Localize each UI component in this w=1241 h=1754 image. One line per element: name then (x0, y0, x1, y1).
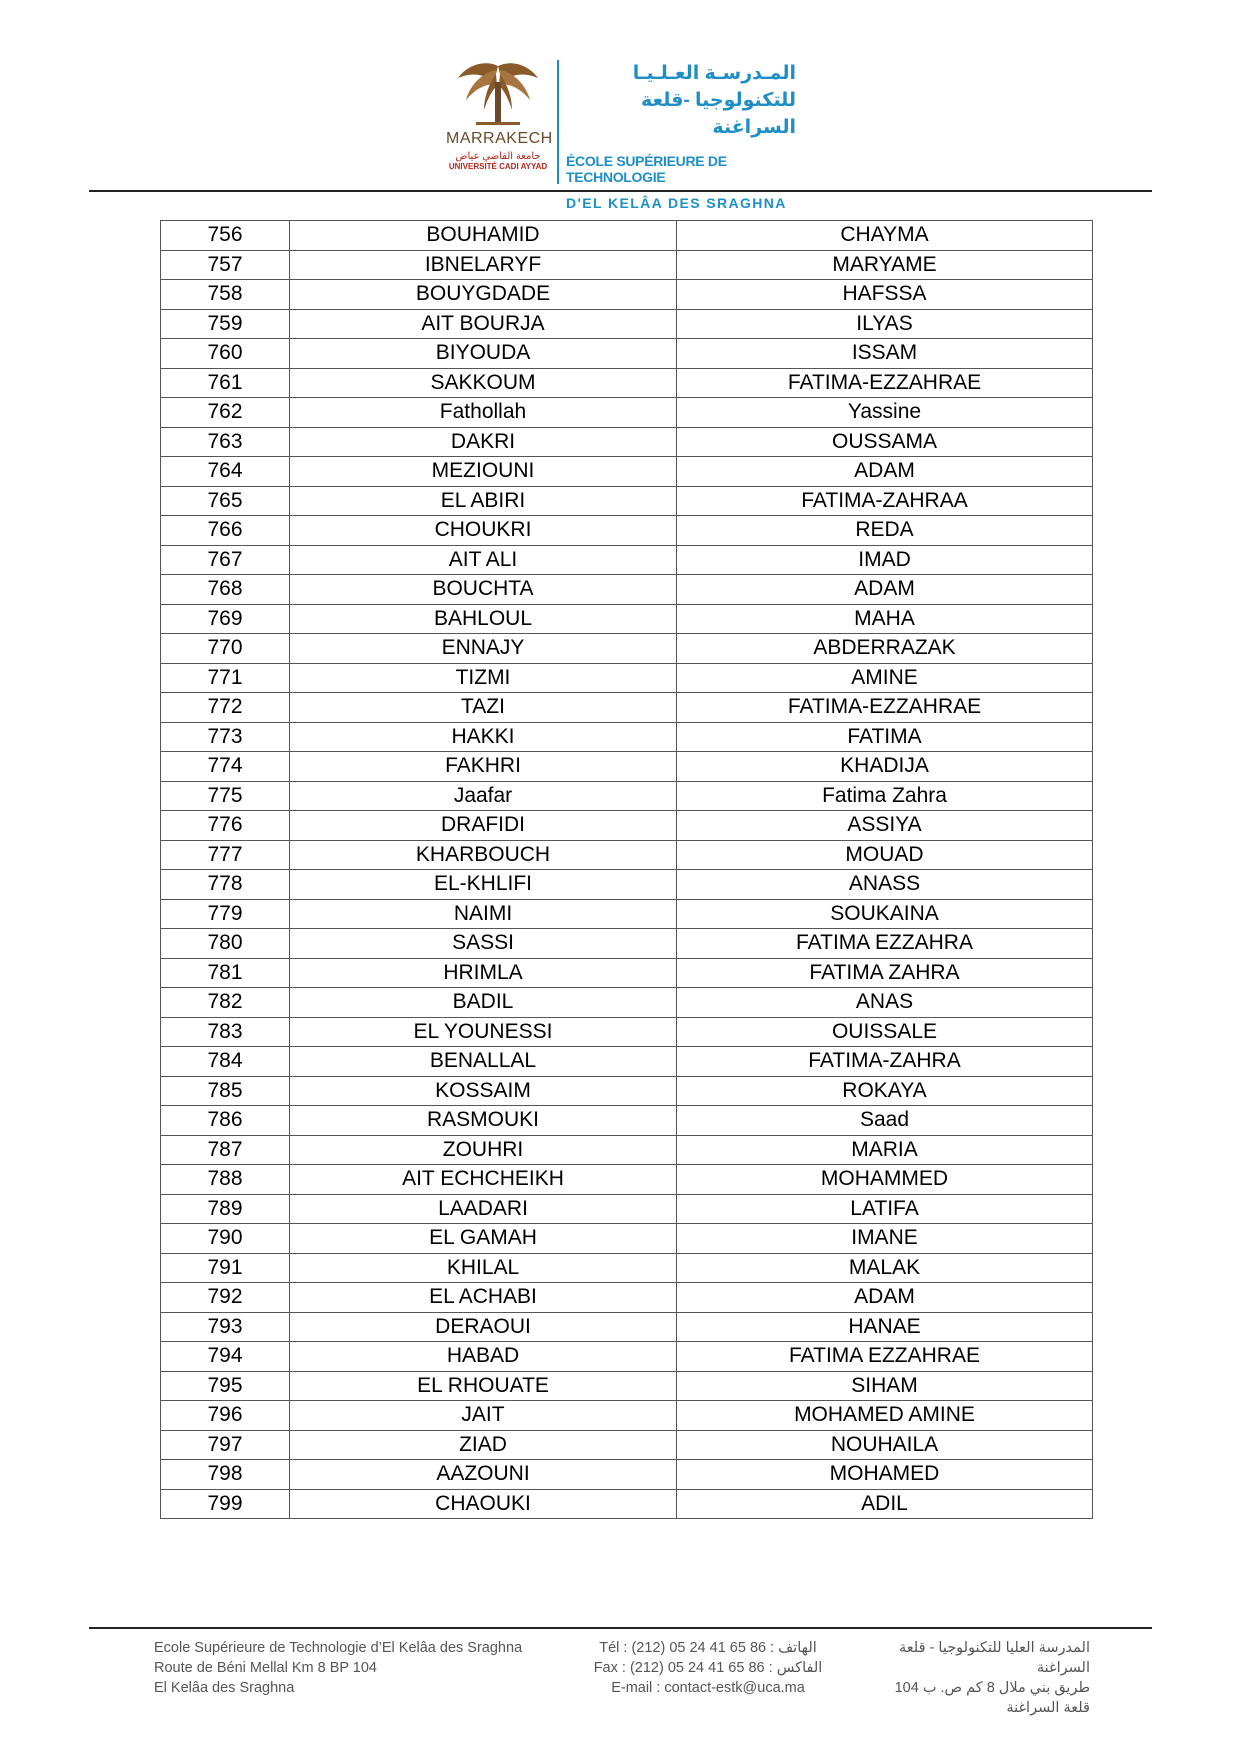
row-number: 756 (161, 221, 290, 251)
last-name: ZIAD (290, 1430, 677, 1460)
last-name: CHAOUKI (290, 1489, 677, 1519)
last-name: HAKKI (290, 722, 677, 752)
footer-line: طريق بني ملال 8 كم ص. ب 104 (894, 1680, 1090, 1696)
table-row (161, 250, 1093, 280)
first-name: FATIMA-EZZAHRAE (677, 368, 1093, 398)
footer-email: E-mail : contact-estk@uca.ma (611, 1680, 805, 1696)
table-row (161, 1489, 1093, 1519)
logo-university-fr: UNIVERSITÉ CADI AYYAD (448, 162, 548, 171)
row-number: 794 (161, 1342, 290, 1372)
last-name: IBNELARYF (290, 250, 677, 280)
last-name: KHARBOUCH (290, 840, 677, 870)
school-name (566, 60, 796, 211)
last-name: Fathollah (290, 398, 677, 428)
table-row (161, 486, 1093, 516)
school-name-fr-line2: D'EL KELÂA DES SRAGHNA (566, 195, 787, 211)
first-name: ANAS (677, 988, 1093, 1018)
row-number: 780 (161, 929, 290, 959)
table-row (161, 398, 1093, 428)
table-row (161, 722, 1093, 752)
first-name: OUISSALE (677, 1017, 1093, 1047)
first-name: Fatima Zahra (677, 781, 1093, 811)
last-name: BOUCHTA (290, 575, 677, 605)
row-number: 772 (161, 693, 290, 723)
row-number: 793 (161, 1312, 290, 1342)
first-name: MOHAMMED (677, 1165, 1093, 1195)
last-name: SASSI (290, 929, 677, 959)
table-row (161, 693, 1093, 723)
last-name: BAHLOUL (290, 604, 677, 634)
table-row (161, 1342, 1093, 1372)
last-name: KHILAL (290, 1253, 677, 1283)
row-number: 759 (161, 309, 290, 339)
table-row (161, 1430, 1093, 1460)
school-name-ar-line2: للتكنولوجيا -قلعة السراغنة (640, 90, 796, 138)
footer-address-ar (860, 1638, 1090, 1718)
table-row (161, 339, 1093, 369)
first-name: MARIA (677, 1135, 1093, 1165)
table-row (161, 1460, 1093, 1490)
row-number: 768 (161, 575, 290, 605)
table-row (161, 1371, 1093, 1401)
last-name: AIT ALI (290, 545, 677, 575)
first-name: ILYAS (677, 309, 1093, 339)
first-name: FATIMA-ZAHRA (677, 1047, 1093, 1077)
first-name: FATIMA-EZZAHRAE (677, 693, 1093, 723)
first-name: MAHA (677, 604, 1093, 634)
last-name: JAIT (290, 1401, 677, 1431)
row-number: 788 (161, 1165, 290, 1195)
table-row (161, 1283, 1093, 1313)
row-number: 795 (161, 1371, 290, 1401)
first-name: REDA (677, 516, 1093, 546)
table-row (161, 221, 1093, 251)
table-row (161, 811, 1093, 841)
first-name: ISSAM (677, 339, 1093, 369)
table-row (161, 1253, 1093, 1283)
last-name: DAKRI (290, 427, 677, 457)
row-number: 758 (161, 280, 290, 310)
first-name: OUSSAMA (677, 427, 1093, 457)
table-row (161, 1401, 1093, 1431)
last-name: EL RHOUATE (290, 1371, 677, 1401)
school-name-fr-line1: ÉCOLE SUPÉRIEURE DE TECHNOLOGIE (566, 153, 727, 185)
footer-phone: Tél : (212) 05 24 41 65 86 : الهاتف (599, 1640, 817, 1656)
first-name: MARYAME (677, 250, 1093, 280)
last-name: HRIMLA (290, 958, 677, 988)
first-name: HAFSSA (677, 280, 1093, 310)
university-logo (446, 58, 553, 184)
last-name: TAZI (290, 693, 677, 723)
row-number: 798 (161, 1460, 290, 1490)
first-name: FATIMA EZZAHRAE (677, 1342, 1093, 1372)
last-name: ZOUHRI (290, 1135, 677, 1165)
first-name: KHADIJA (677, 752, 1093, 782)
table-row (161, 1312, 1093, 1342)
table-row (161, 1135, 1093, 1165)
first-name: FATIMA ZAHRA (677, 958, 1093, 988)
last-name: RASMOUKI (290, 1106, 677, 1136)
last-name: BADIL (290, 988, 677, 1018)
row-number: 783 (161, 1017, 290, 1047)
row-number: 792 (161, 1283, 290, 1313)
table-row (161, 575, 1093, 605)
last-name: AIT ECHCHEIKH (290, 1165, 677, 1195)
first-name: ADAM (677, 1283, 1093, 1313)
table-row (161, 870, 1093, 900)
footer-rule (89, 1627, 1152, 1629)
row-number: 786 (161, 1106, 290, 1136)
first-name: SOUKAINA (677, 899, 1093, 929)
row-number: 761 (161, 368, 290, 398)
last-name: KOSSAIM (290, 1076, 677, 1106)
first-name: MALAK (677, 1253, 1093, 1283)
row-number: 782 (161, 988, 290, 1018)
table-row (161, 781, 1093, 811)
footer-line: المدرسة العليا للتكنولوجيا - قلعة السراغنة (899, 1640, 1090, 1676)
first-name: ADAM (677, 575, 1093, 605)
first-name: Yassine (677, 398, 1093, 428)
row-number: 766 (161, 516, 290, 546)
last-name: DERAOUI (290, 1312, 677, 1342)
first-name: AMINE (677, 663, 1093, 693)
row-number: 779 (161, 899, 290, 929)
table-row (161, 280, 1093, 310)
footer-address-fr (154, 1638, 522, 1698)
logo-university-ar: جامعة القاضي عياض (455, 151, 541, 162)
last-name: EL ABIRI (290, 486, 677, 516)
table-row (161, 1017, 1093, 1047)
table-row (161, 634, 1093, 664)
footer-line: El Kelâa des Sraghna (154, 1680, 295, 1696)
row-number: 757 (161, 250, 290, 280)
first-name: Saad (677, 1106, 1093, 1136)
first-name: IMAD (677, 545, 1093, 575)
first-name: ASSIYA (677, 811, 1093, 841)
last-name: BOUYGDADE (290, 280, 677, 310)
table-row (161, 1076, 1093, 1106)
last-name: AAZOUNI (290, 1460, 677, 1490)
row-number: 769 (161, 604, 290, 634)
row-number: 785 (161, 1076, 290, 1106)
row-number: 775 (161, 781, 290, 811)
row-number: 797 (161, 1430, 290, 1460)
first-name: NOUHAILA (677, 1430, 1093, 1460)
last-name: MEZIOUNI (290, 457, 677, 487)
footer-line: Ecole Supérieure de Technologie d’El Kelâa des Sraghna (154, 1640, 523, 1656)
first-name: ANASS (677, 870, 1093, 900)
footer-line: Route de Béni Mellal Km 8 BP 104 (154, 1660, 378, 1676)
last-name: BIYOUDA (290, 339, 677, 369)
row-number: 777 (161, 840, 290, 870)
table-row (161, 457, 1093, 487)
last-name: TIZMI (290, 663, 677, 693)
first-name: ABDERRAZAK (677, 634, 1093, 664)
table-row (161, 309, 1093, 339)
last-name: CHOUKRI (290, 516, 677, 546)
row-number: 789 (161, 1194, 290, 1224)
table-row (161, 516, 1093, 546)
first-name: CHAYMA (677, 221, 1093, 251)
last-name: FAKHRI (290, 752, 677, 782)
table-row (161, 1047, 1093, 1077)
student-list-table (160, 220, 1093, 1519)
table-row (161, 929, 1093, 959)
last-name: Jaafar (290, 781, 677, 811)
row-number: 767 (161, 545, 290, 575)
table-row (161, 1106, 1093, 1136)
footer-line: قلعة السراغنة (1006, 1700, 1090, 1716)
table-row (161, 545, 1093, 575)
first-name: MOHAMED AMINE (677, 1401, 1093, 1431)
table-row (161, 663, 1093, 693)
first-name: MOHAMED (677, 1460, 1093, 1490)
palm-tree-logo-icon (450, 58, 546, 128)
first-name: LATIFA (677, 1194, 1093, 1224)
row-number: 773 (161, 722, 290, 752)
last-name: NAIMI (290, 899, 677, 929)
last-name: LAADARI (290, 1194, 677, 1224)
table-row (161, 899, 1093, 929)
last-name: BOUHAMID (290, 221, 677, 251)
row-number: 790 (161, 1224, 290, 1254)
row-number: 799 (161, 1489, 290, 1519)
header-divider (557, 60, 559, 184)
row-number: 796 (161, 1401, 290, 1431)
row-number: 787 (161, 1135, 290, 1165)
row-number: 765 (161, 486, 290, 516)
first-name: FATIMA EZZAHRA (677, 929, 1093, 959)
last-name: AIT BOURJA (290, 309, 677, 339)
row-number: 762 (161, 398, 290, 428)
page-header (0, 0, 1241, 211)
logo-city: MARRAKECH (446, 130, 553, 147)
last-name: ENNAJY (290, 634, 677, 664)
first-name: ADIL (677, 1489, 1093, 1519)
first-name: FATIMA (677, 722, 1093, 752)
table-row (161, 368, 1093, 398)
row-number: 771 (161, 663, 290, 693)
first-name: ROKAYA (677, 1076, 1093, 1106)
table-row (161, 1224, 1093, 1254)
table-row (161, 604, 1093, 634)
table-row (161, 427, 1093, 457)
row-number: 776 (161, 811, 290, 841)
table-row (161, 988, 1093, 1018)
last-name: DRAFIDI (290, 811, 677, 841)
row-number: 791 (161, 1253, 290, 1283)
last-name: EL GAMAH (290, 1224, 677, 1254)
first-name: ADAM (677, 457, 1093, 487)
table-row (161, 752, 1093, 782)
last-name: SAKKOUM (290, 368, 677, 398)
table-row (161, 840, 1093, 870)
first-name: MOUAD (677, 840, 1093, 870)
row-number: 764 (161, 457, 290, 487)
last-name: BENALLAL (290, 1047, 677, 1077)
first-name: SIHAM (677, 1371, 1093, 1401)
header-rule (89, 190, 1152, 192)
last-name: EL YOUNESSI (290, 1017, 677, 1047)
row-number: 770 (161, 634, 290, 664)
first-name: FATIMA-ZAHRAA (677, 486, 1093, 516)
row-number: 781 (161, 958, 290, 988)
first-name: IMANE (677, 1224, 1093, 1254)
first-name: HANAE (677, 1312, 1093, 1342)
row-number: 784 (161, 1047, 290, 1077)
row-number: 778 (161, 870, 290, 900)
table-row (161, 1194, 1093, 1224)
footer-fax: Fax : (212) 05 24 41 65 86 : الفاكس (593, 1660, 823, 1676)
school-name-ar-line1: المـدرسـة العـلـيـا (632, 63, 796, 84)
last-name: HABAD (290, 1342, 677, 1372)
row-number: 763 (161, 427, 290, 457)
table-body (161, 221, 1093, 1519)
row-number: 760 (161, 339, 290, 369)
table-row (161, 958, 1093, 988)
footer-contact (590, 1638, 826, 1698)
table-row (161, 1165, 1093, 1195)
row-number: 774 (161, 752, 290, 782)
last-name: EL ACHABI (290, 1283, 677, 1313)
last-name: EL-KHLIFI (290, 870, 677, 900)
